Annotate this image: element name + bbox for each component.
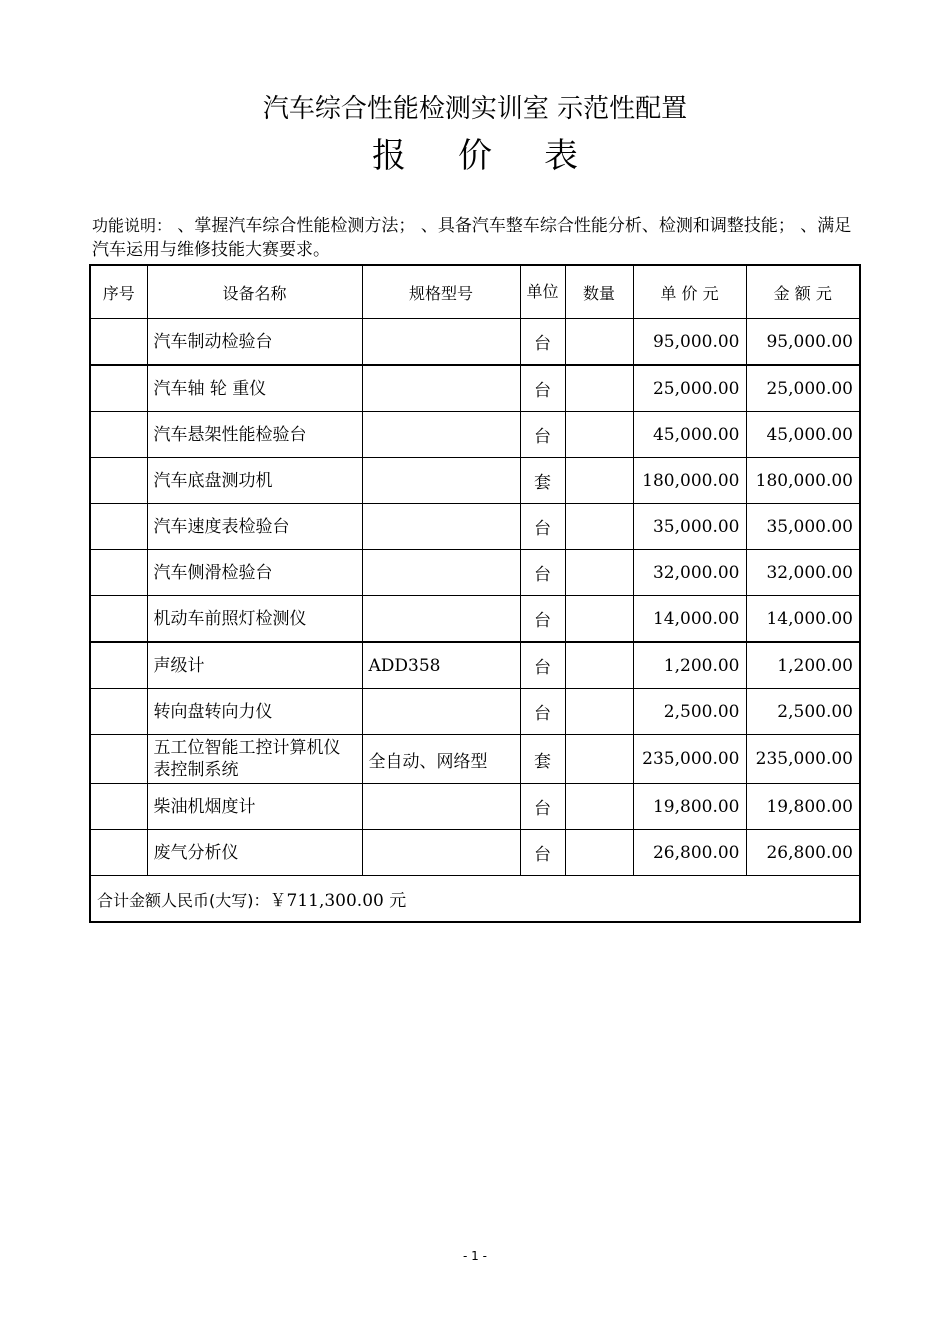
cell-unit-price: 2,500.00 xyxy=(633,689,746,735)
table-row xyxy=(90,504,860,550)
header-unit: 单位 xyxy=(520,265,565,319)
table-row xyxy=(90,830,860,876)
cell-amount: 1,200.00 xyxy=(746,642,860,689)
header-price: 单 价 元 xyxy=(633,265,746,319)
cell-seq xyxy=(90,735,147,784)
table-header-row xyxy=(90,265,860,319)
total-value: ￥711,300.00 元 xyxy=(269,891,407,911)
cell-amount: 95,000.00 xyxy=(746,319,860,366)
cell-unit-price: 35,000.00 xyxy=(633,504,746,550)
table-row xyxy=(90,550,860,596)
header-name: 设备名称 xyxy=(147,265,362,319)
cell-spec xyxy=(362,458,520,504)
cell-qty xyxy=(565,830,633,876)
cell-qty xyxy=(565,642,633,689)
table-row xyxy=(90,458,860,504)
total-row xyxy=(90,876,860,923)
cell-equipment-name: 汽车侧滑检验台 xyxy=(147,550,362,596)
cell-seq xyxy=(90,596,147,643)
cell-equipment-name: 废气分析仪 xyxy=(147,830,362,876)
cell-qty xyxy=(565,784,633,830)
cell-unit: 台 xyxy=(520,504,565,550)
cell-qty xyxy=(565,596,633,643)
cell-unit-price: 1,200.00 xyxy=(633,642,746,689)
cell-seq xyxy=(90,458,147,504)
cell-unit: 台 xyxy=(520,412,565,458)
cell-spec: ADD358 xyxy=(362,642,520,689)
table-row xyxy=(90,735,860,784)
cell-qty xyxy=(565,458,633,504)
cell-spec xyxy=(362,412,520,458)
cell-unit-price: 180,000.00 xyxy=(633,458,746,504)
table-row xyxy=(90,689,860,735)
cell-unit-price: 14,000.00 xyxy=(633,596,746,643)
page-title: 汽车综合性能检测实训室 示范性配置 xyxy=(262,94,688,124)
cell-qty xyxy=(565,735,633,784)
cell-qty xyxy=(565,504,633,550)
cell-amount: 35,000.00 xyxy=(746,504,860,550)
cell-amount: 235,000.00 xyxy=(746,735,860,784)
cell-seq xyxy=(90,689,147,735)
cell-unit: 套 xyxy=(520,458,565,504)
cell-unit-price: 26,800.00 xyxy=(633,830,746,876)
cell-spec xyxy=(362,689,520,735)
cell-equipment-name: 汽车悬架性能检验台 xyxy=(147,412,362,458)
cell-unit-price: 95,000.00 xyxy=(633,319,746,366)
header-seq: 序号 xyxy=(90,265,147,319)
cell-amount: 14,000.00 xyxy=(746,596,860,643)
cell-qty xyxy=(565,550,633,596)
cell-equipment-name: 汽车速度表检验台 xyxy=(147,504,362,550)
function-description xyxy=(92,214,860,262)
table-row xyxy=(90,319,860,366)
cell-unit-price: 19,800.00 xyxy=(633,784,746,830)
cell-amount: 45,000.00 xyxy=(746,412,860,458)
cell-unit: 台 xyxy=(520,365,565,412)
cell-spec xyxy=(362,319,520,366)
cell-unit: 台 xyxy=(520,319,565,366)
cell-unit-price: 25,000.00 xyxy=(633,365,746,412)
cell-amount: 32,000.00 xyxy=(746,550,860,596)
total-cell xyxy=(90,876,860,923)
table-row xyxy=(90,784,860,830)
cell-equipment-name: 机动车前照灯检测仪 xyxy=(147,596,362,643)
cell-amount: 25,000.00 xyxy=(746,365,860,412)
cell-seq xyxy=(90,365,147,412)
cell-qty xyxy=(565,689,633,735)
cell-unit-price: 235,000.00 xyxy=(633,735,746,784)
cell-amount: 2,500.00 xyxy=(746,689,860,735)
cell-spec xyxy=(362,830,520,876)
table-row xyxy=(90,642,860,689)
cell-amount: 26,800.00 xyxy=(746,830,860,876)
cell-qty xyxy=(565,365,633,412)
cell-seq xyxy=(90,319,147,366)
cell-spec xyxy=(362,784,520,830)
header-spec: 规格型号 xyxy=(362,265,520,319)
cell-amount: 180,000.00 xyxy=(746,458,860,504)
cell-seq xyxy=(90,550,147,596)
cell-spec xyxy=(362,550,520,596)
cell-unit: 台 xyxy=(520,550,565,596)
cell-seq xyxy=(90,504,147,550)
header-qty: 数量 xyxy=(565,265,633,319)
cell-seq xyxy=(90,642,147,689)
cell-unit: 台 xyxy=(520,784,565,830)
cell-equipment-name: 汽车轴 轮 重仪 xyxy=(147,365,362,412)
table-row xyxy=(90,365,860,412)
cell-equipment-name: 五工位智能工控计算机仪表控制系统 xyxy=(147,735,362,784)
cell-spec xyxy=(362,504,520,550)
description-text: 、掌握汽车综合性能检测方法； 、具备汽车整车综合性能分析、检测和调整技能； 、满足汽车运用与维修技能大赛要求。 xyxy=(92,216,852,260)
cell-seq xyxy=(90,830,147,876)
cell-qty xyxy=(565,412,633,458)
cell-unit: 台 xyxy=(520,642,565,689)
quotation-table xyxy=(89,264,861,923)
header-amount: 金 额 元 xyxy=(746,265,860,319)
cell-unit: 台 xyxy=(520,830,565,876)
table-row xyxy=(90,596,860,643)
cell-seq xyxy=(90,412,147,458)
cell-amount: 19,800.00 xyxy=(746,784,860,830)
cell-unit-price: 32,000.00 xyxy=(633,550,746,596)
cell-equipment-name: 汽车底盘测功机 xyxy=(147,458,362,504)
cell-qty xyxy=(565,319,633,366)
cell-unit-price: 45,000.00 xyxy=(633,412,746,458)
total-label: 合计金额人民币(大写)： xyxy=(97,891,270,910)
page-subtitle: 报价表 xyxy=(372,136,630,176)
cell-spec xyxy=(362,596,520,643)
description-label: 功能说明： xyxy=(92,216,173,235)
cell-spec: 全自动、网络型 xyxy=(362,735,520,784)
cell-unit: 台 xyxy=(520,596,565,643)
cell-spec xyxy=(362,365,520,412)
cell-equipment-name: 声级计 xyxy=(147,642,362,689)
cell-equipment-name: 柴油机烟度计 xyxy=(147,784,362,830)
page-number: - 1 - xyxy=(463,1249,487,1263)
cell-unit: 套 xyxy=(520,735,565,784)
cell-unit: 台 xyxy=(520,689,565,735)
cell-seq xyxy=(90,784,147,830)
cell-equipment-name: 转向盘转向力仪 xyxy=(147,689,362,735)
cell-equipment-name: 汽车制动检验台 xyxy=(147,319,362,366)
table-row xyxy=(90,412,860,458)
